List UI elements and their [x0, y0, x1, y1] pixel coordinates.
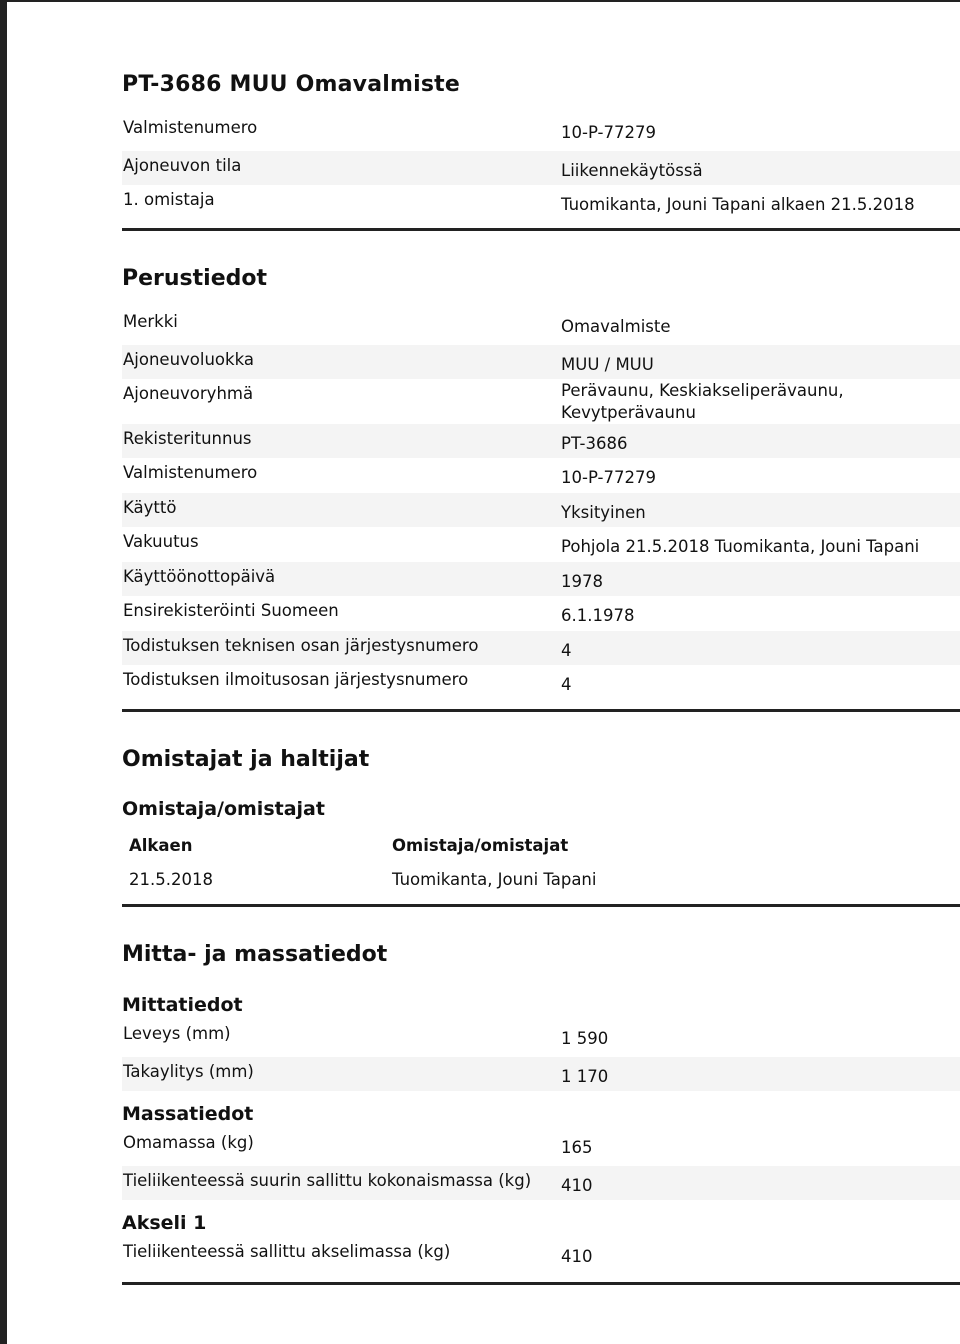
field-value: 6.1.1978	[561, 606, 635, 625]
field-value: 10-P-77279	[561, 468, 656, 487]
field-value: 410	[561, 1176, 593, 1195]
section-divider	[122, 709, 960, 712]
subheading-omistajat: Omistaja/omistajat	[122, 798, 325, 820]
field-label: Ajoneuvoluokka	[123, 350, 254, 369]
field-label: Käyttöönottopäivä	[123, 567, 276, 586]
field-value: PT-3686	[561, 434, 628, 453]
field-value: Pohjola 21.5.2018 Tuomikanta, Jouni Tapani	[561, 537, 920, 556]
subheading-mittatiedot: Mittatiedot	[122, 994, 243, 1016]
summary-value: Tuomikanta, Jouni Tapani alkaen 21.5.2018	[561, 195, 915, 214]
summary-label: Valmistenumero	[123, 118, 258, 137]
table-row	[122, 307, 960, 345]
field-label: Tieliikenteessä suurin sallittu kokonaismassa (kg)	[123, 1171, 532, 1190]
summary-table	[122, 113, 960, 219]
table-row	[122, 562, 960, 596]
field-label: Leveys (mm)	[123, 1024, 231, 1043]
field-value: 165	[561, 1138, 593, 1157]
table-row	[122, 596, 960, 631]
section-heading-perustiedot: Perustiedot	[122, 266, 268, 291]
subheading-massatiedot: Massatiedot	[122, 1103, 254, 1125]
field-value: 410	[561, 1247, 593, 1266]
table-row	[122, 527, 960, 562]
table-row	[122, 1166, 960, 1200]
summary-row	[122, 185, 960, 219]
field-label: Ensirekisteröinti Suomeen	[123, 601, 339, 620]
owner-name: Tuomikanta, Jouni Tapani	[392, 870, 597, 889]
summary-value: 10-P-77279	[561, 123, 656, 142]
summary-label: 1. omistaja	[123, 190, 215, 209]
field-value: Perävaunu, Keskiakseliperävaunu, Kevytperävaunu	[561, 381, 844, 422]
owner-since: 21.5.2018	[129, 870, 213, 889]
field-label: Todistuksen teknisen osan järjestysnumero	[123, 636, 479, 655]
table-row	[122, 345, 960, 379]
akseli-table	[122, 1237, 960, 1275]
table-row	[122, 665, 960, 700]
field-value: 1 590	[561, 1029, 609, 1048]
table-row	[122, 379, 960, 424]
field-value: 4	[561, 641, 572, 660]
summary-row	[122, 151, 960, 185]
massatiedot-table	[122, 1128, 960, 1200]
field-value: 1 170	[561, 1067, 609, 1086]
page-top-border	[0, 0, 960, 2]
table-row	[122, 1128, 960, 1166]
field-value: MUU / MUU	[561, 355, 654, 374]
field-label: Merkki	[123, 312, 178, 331]
subheading-akseli: Akseli 1	[122, 1212, 207, 1234]
section-divider	[122, 228, 960, 231]
table-row	[122, 424, 960, 458]
field-label: Tieliikenteessä sallittu akselimassa (kg)	[123, 1242, 451, 1261]
section-divider	[122, 904, 960, 907]
field-label: Takaylitys (mm)	[123, 1062, 254, 1081]
field-label: Käyttö	[123, 498, 177, 517]
column-header-alkaen: Alkaen	[129, 836, 193, 855]
perustiedot-table	[122, 307, 960, 700]
field-label: Rekisteritunnus	[123, 429, 252, 448]
table-row	[122, 631, 960, 665]
summary-row	[122, 113, 960, 151]
field-label: Vakuutus	[123, 532, 199, 551]
field-label: Todistuksen ilmoitusosan järjestysnumero	[123, 670, 469, 689]
section-heading-omistajat: Omistajat ja haltijat	[122, 747, 370, 772]
section-heading-mitat: Mitta- ja massatiedot	[122, 942, 388, 967]
field-label: Ajoneuvoryhmä	[123, 384, 254, 403]
mittatiedot-table	[122, 1019, 960, 1091]
column-header-omistaja: Omistaja/omistajat	[392, 836, 569, 855]
section-divider	[122, 1282, 960, 1285]
table-row	[122, 1019, 960, 1057]
field-value: 4	[561, 675, 572, 694]
summary-value: Liikennekäytössä	[561, 161, 703, 180]
page-left-border	[0, 0, 7, 1344]
field-label: Omamassa (kg)	[123, 1133, 254, 1152]
table-row	[122, 458, 960, 493]
table-row	[122, 1057, 960, 1091]
field-label: Valmistenumero	[123, 463, 258, 482]
page-title: PT-3686 MUU Omavalmiste	[122, 72, 460, 97]
field-value: 1978	[561, 572, 603, 591]
table-row	[122, 493, 960, 527]
table-row	[122, 1237, 960, 1275]
summary-label: Ajoneuvon tila	[123, 156, 242, 175]
field-value: Omavalmiste	[561, 317, 671, 336]
field-value: Yksityinen	[561, 503, 646, 522]
